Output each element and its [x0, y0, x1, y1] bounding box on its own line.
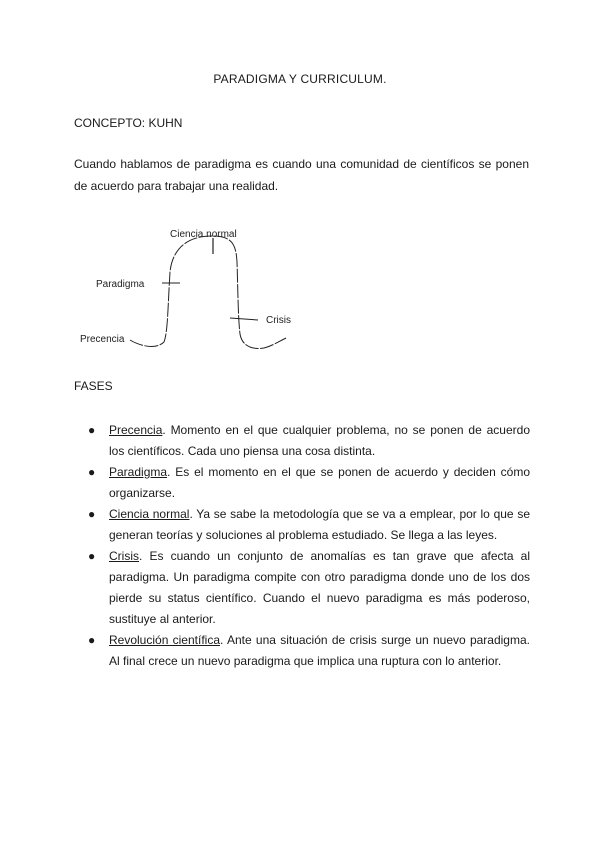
list-item: [80, 420, 530, 462]
list-item: [80, 462, 530, 504]
fase-text: . Ante una situación de crisis surge un nuevo paradigma. Al final crece un nuevo paradigma que implica una ruptura con lo anterior.: [109, 633, 530, 668]
fases-list: [80, 420, 530, 672]
cycle-curve: [130, 236, 286, 348]
fase-term: Crisis: [109, 549, 139, 563]
crisis-tick: [230, 318, 258, 320]
bullet-icon: ●: [88, 465, 96, 479]
list-item: [80, 630, 530, 672]
fase-text: . Es el momento en el que se ponen de acuerdo y deciden cómo organizarse.: [109, 465, 530, 500]
label-crisis: Crisis: [266, 315, 291, 326]
label-ciencia-normal: Ciencia normal: [170, 229, 237, 240]
kuhn-cycle-diagram: [74, 222, 314, 362]
label-precencia: Precencia: [80, 334, 125, 345]
fase-text: . Es cuando un conjunto de anomalías es tan grave que afecta al paradigma. Un paradigma compite con otro paradigma donde uno de los dos pierde su status científico. Cuando el nuevo paradigma es más poderoso, sustituye al anterior.: [109, 549, 530, 626]
page-title: PARADIGMA Y CURRICULUM.: [213, 72, 387, 86]
list-item: [80, 546, 530, 630]
bullet-icon: ●: [88, 423, 96, 437]
bullet-icon: ●: [88, 633, 96, 647]
bullet-icon: ●: [88, 507, 96, 521]
list-item: [80, 504, 530, 546]
concept-heading: CONCEPTO: KUHN: [74, 116, 183, 130]
fase-text: . Momento en el que cualquier problema, no se ponen de acuerdo los científicos. Cada uno piensa una cosa distinta.: [109, 423, 530, 458]
fase-term: Paradigma: [109, 465, 168, 479]
fase-text: . Ya se sabe la metodología que se va a emplear, por lo que se generan teorías y soluciones al problema estudiado. Se llega a las leyes.: [109, 507, 531, 542]
fase-term: Precencia: [109, 423, 163, 437]
fases-heading: FASES: [74, 379, 113, 393]
bullet-icon: ●: [88, 549, 96, 563]
fase-term: Ciencia normal: [109, 507, 190, 521]
intro-paragraph: Cuando hablamos de paradigma es cuando una comunidad de científicos se ponen de acuerdo para trabajar una realidad.: [74, 157, 529, 193]
label-paradigma: Paradigma: [96, 279, 145, 290]
fase-term: Revolución científica: [109, 633, 220, 647]
